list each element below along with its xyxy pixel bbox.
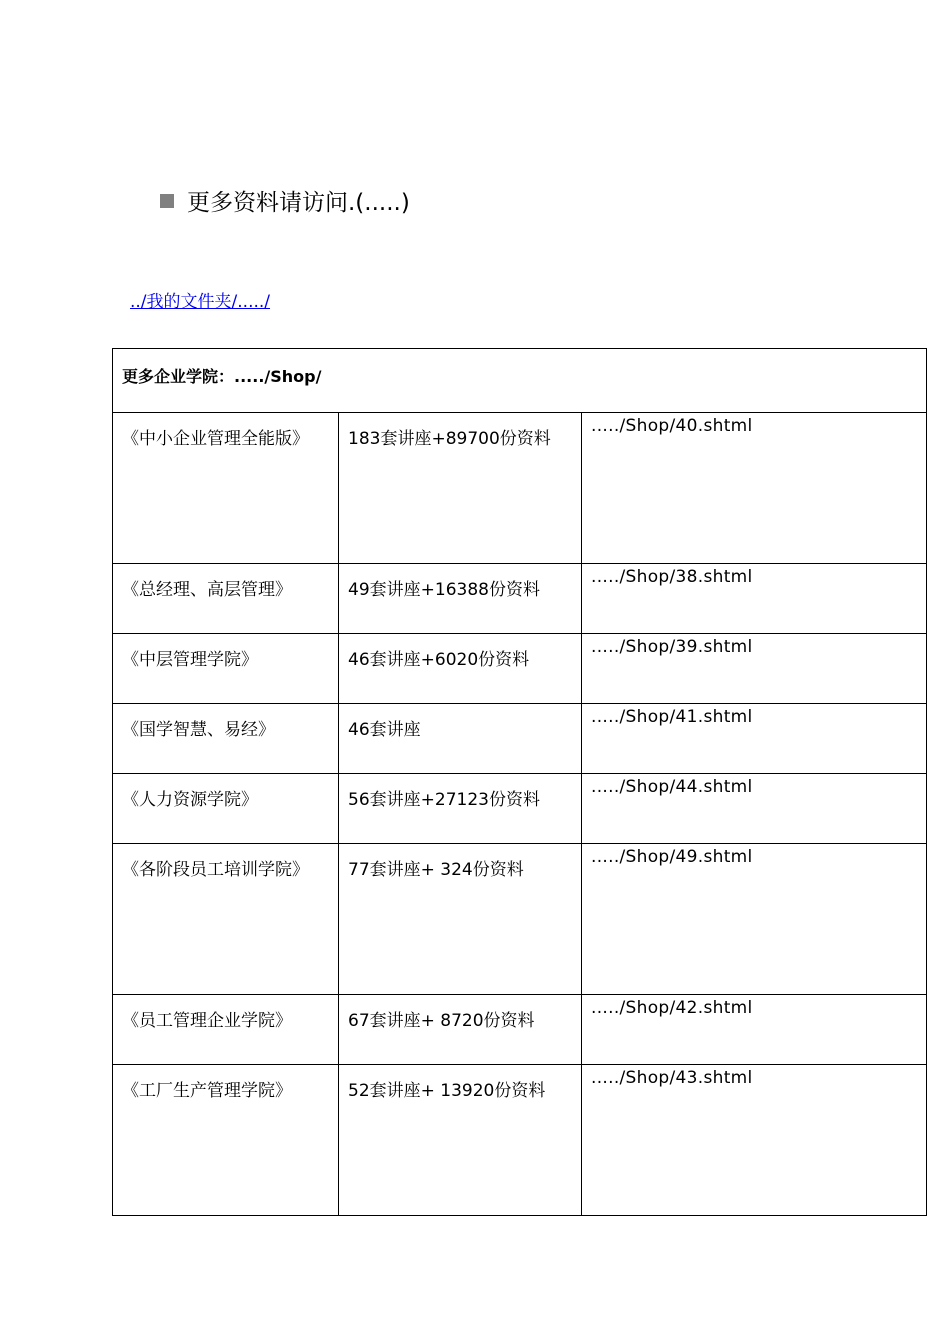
course-name: 《国学智慧、易经》	[122, 720, 275, 740]
course-content-cell	[339, 413, 582, 564]
course-url[interactable]: ...../Shop/39.shtml	[591, 637, 753, 657]
course-url-cell	[582, 413, 927, 564]
course-url[interactable]: ...../Shop/41.shtml	[591, 707, 753, 727]
course-name-cell	[113, 413, 339, 564]
course-name-cell	[113, 844, 339, 995]
table-row	[113, 844, 927, 995]
course-content-cell	[339, 1065, 582, 1216]
course-content: 49套讲座+16388份资料	[348, 580, 540, 600]
course-url-cell	[582, 634, 927, 704]
course-content: 77套讲座+ 324份资料	[348, 860, 524, 880]
course-url-cell	[582, 1065, 927, 1216]
course-name: 《员工管理企业学院》	[122, 1011, 292, 1031]
course-url-cell	[582, 995, 927, 1065]
course-content: 46套讲座+6020份资料	[348, 650, 530, 670]
table-header-cell: 更多企业学院：...../Shop/	[113, 349, 927, 413]
course-content: 67套讲座+ 8720份资料	[348, 1011, 535, 1031]
course-url[interactable]: ...../Shop/43.shtml	[591, 1068, 753, 1088]
course-content: 52套讲座+ 13920份资料	[348, 1081, 546, 1101]
folder-path-link[interactable]: ../我的文件夹/...../	[130, 292, 271, 312]
course-url[interactable]: ...../Shop/49.shtml	[591, 847, 753, 867]
course-name-cell	[113, 1065, 339, 1216]
course-url[interactable]: ...../Shop/42.shtml	[591, 998, 753, 1018]
bullet-line	[160, 183, 410, 217]
course-name: 《各阶段员工培训学院》	[122, 860, 309, 880]
course-content: 183套讲座+89700份资料	[348, 429, 551, 449]
course-url-cell	[582, 704, 927, 774]
course-name: 《中层管理学院》	[122, 650, 258, 670]
shop-table	[112, 348, 927, 1216]
course-content-cell	[339, 844, 582, 995]
course-url[interactable]: ...../Shop/44.shtml	[591, 777, 753, 797]
course-url-cell	[582, 774, 927, 844]
course-url[interactable]: ...../Shop/38.shtml	[591, 567, 753, 587]
table-row	[113, 413, 927, 564]
course-url[interactable]: ...../Shop/40.shtml	[591, 416, 753, 436]
course-name: 《中小企业管理全能版》	[122, 429, 309, 449]
course-content: 46套讲座	[348, 720, 421, 740]
bullet-text: 更多资料请访问.(.....)	[187, 189, 410, 216]
table-row	[113, 1065, 927, 1216]
course-name: 《人力资源学院》	[122, 790, 258, 810]
course-content: 56套讲座+27123份资料	[348, 790, 540, 810]
course-url-cell	[582, 564, 927, 634]
course-name: 《总经理、高层管理》	[122, 580, 292, 600]
course-url-cell	[582, 844, 927, 995]
course-name: 《工厂生产管理学院》	[122, 1081, 292, 1101]
square-bullet-icon	[160, 194, 174, 208]
